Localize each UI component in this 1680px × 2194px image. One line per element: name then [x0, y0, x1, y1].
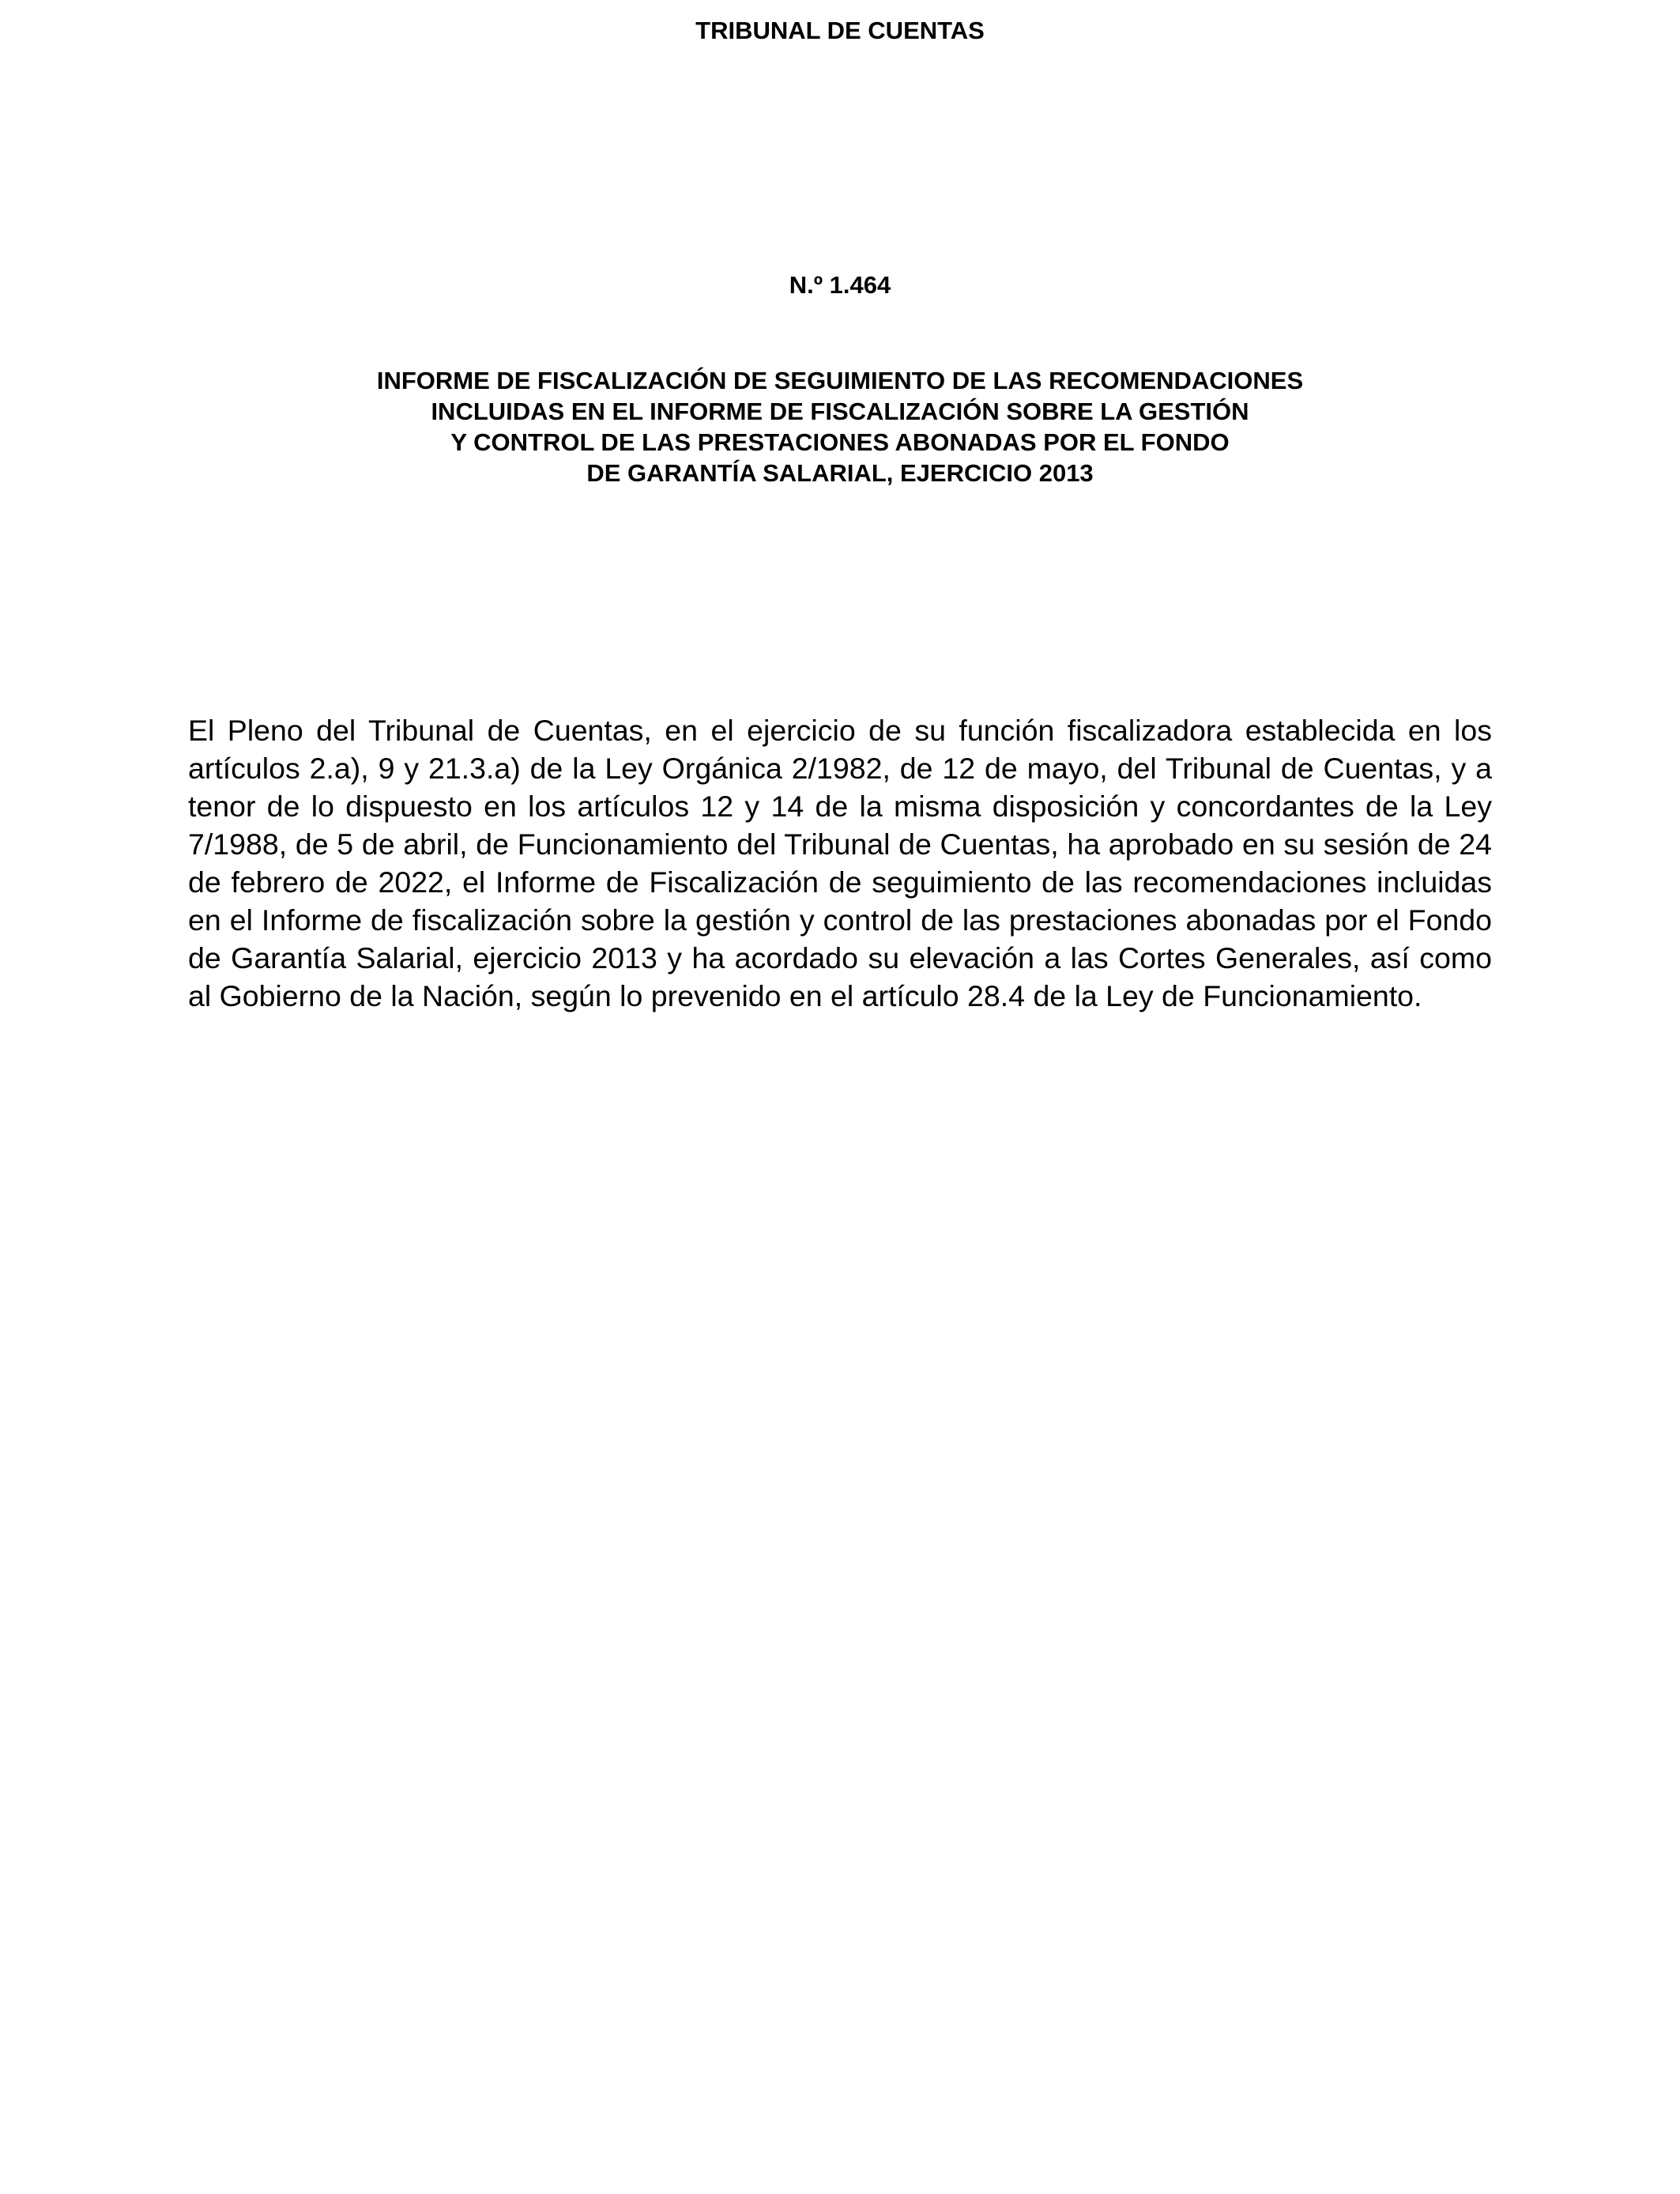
report-title-line: Y CONTROL DE LAS PRESTACIONES ABONADAS POR EL FONDO	[450, 428, 1230, 456]
report-number: N.º 1.464	[789, 271, 891, 299]
body-paragraph: El Pleno del Tribunal de Cuentas, en el ejercicio de su función fiscalizadora establecida en los artículos 2.a), 9 y 21.3.a) de la Ley Orgánica 2/1982, de 12 de mayo, del Tribunal de Cuentas, y a tenor de lo dispuesto en los artículos 12 y 14 de la misma disposición y concordantes de la Ley 7/1988, de 5 de abril, de Funcionamiento del Tribunal de Cuentas, ha aprobado en su sesión de 24 de febrero de 2022, el Informe de Fiscalización de seguimiento de las recomendaciones incluidas en el Informe de fiscalización sobre la gestión y control de las prestaciones abonadas por el Fondo de Garantía Salarial, ejercicio 2013 y ha acordado su elevación a las Cortes Generales, así como al Gobierno de la Nación, según lo prevenido en el artículo 28.4 de la Ley de Funcionamiento.	[188, 714, 1492, 1012]
report-title-line: DE GARANTÍA SALARIAL, EJERCICIO 2013	[586, 459, 1094, 487]
report-title-line: INFORME DE FISCALIZACIÓN DE SEGUIMIENTO DE LAS RECOMENDACIONES	[376, 367, 1304, 394]
page-header: TRIBUNAL DE CUENTAS	[695, 17, 985, 44]
report-title	[0, 365, 1680, 488]
report-title-line: INCLUIDAS EN EL INFORME DE FISCALIZACIÓN SOBRE LA GESTIÓN	[431, 398, 1249, 425]
